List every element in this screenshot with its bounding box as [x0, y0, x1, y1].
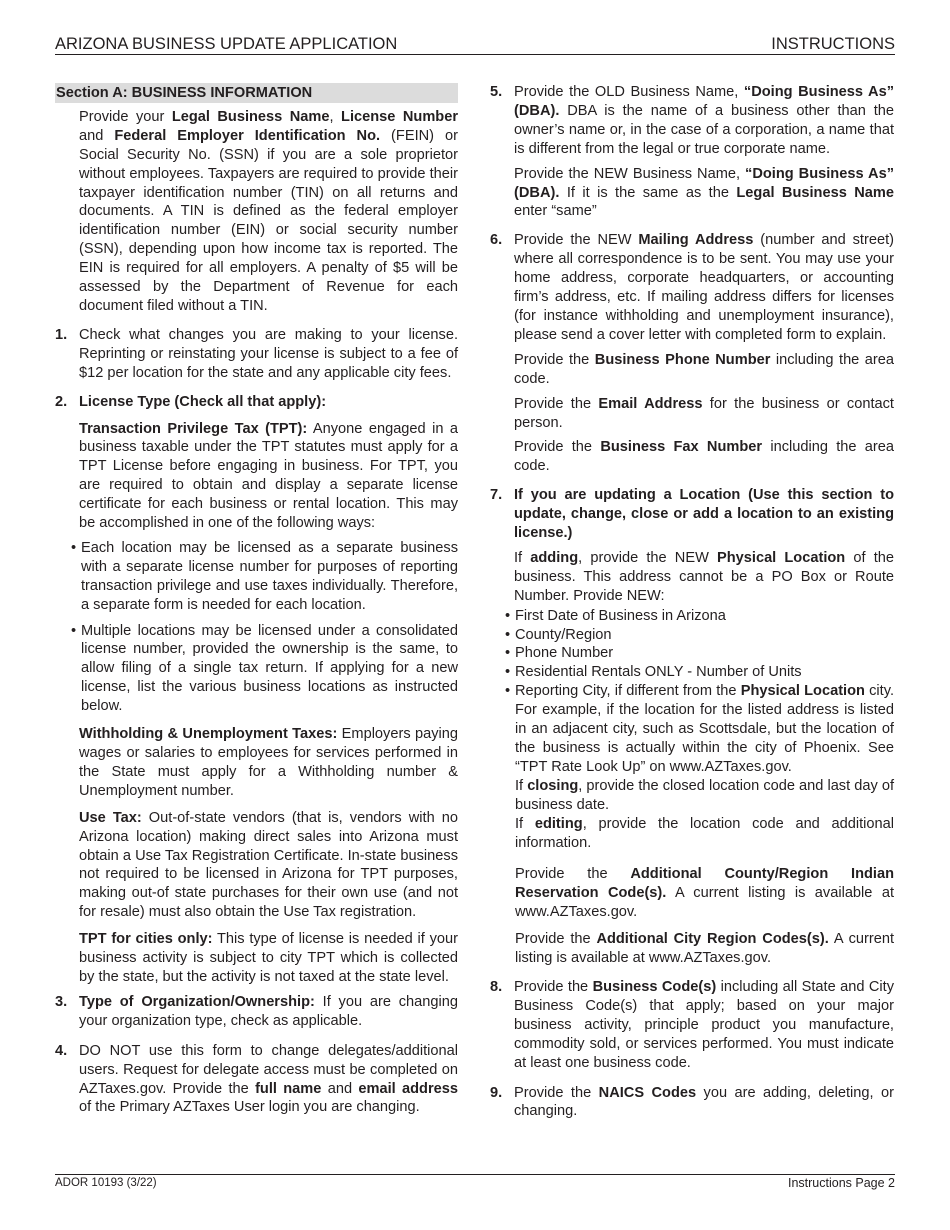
page-header — [55, 34, 895, 55]
location-update-heading: If you are updating a Location (Use this section to update, change, close or add a location to an existing license.) — [514, 487, 894, 542]
location-close-edit — [490, 777, 894, 968]
instruction-item-4: 4. DO NOT use this form to change delegates/additional users. Request for delegate access must be completed on AZTaxes.gov. Provide the full name and email address of the Primary AZTaxes User login you are changing. — [55, 1042, 459, 1116]
right-column — [490, 83, 894, 1128]
left-column — [55, 83, 458, 1124]
location-bullets — [505, 607, 894, 777]
city-region-codes: Provide the Additional City Region Codes(s). A current listing is available at www.AZTaxes.gov. — [515, 931, 895, 967]
header-title: ARIZONA BUSINESS UPDATE APPLICATION — [55, 35, 398, 53]
editing-note: If editing, provide the location code and additional information. — [515, 815, 895, 851]
page-number: Instructions Page 2 — [787, 1176, 895, 1190]
list-item: • Each location may be licensed as a separate business with a separate license number for purposes of reporting transaction privilege and use taxes individually. Therefore, a separate form is needed for each location. — [71, 539, 458, 613]
closing-note: If closing, provide the closed location code and last day of business date. — [515, 777, 894, 813]
instruction-item-1: 1. Check what changes you are making to your license. Reprinting or reinstating your license is subject to a fee of $12 per location for the state and any applicable city fees. — [55, 326, 458, 381]
list-item: • Phone Number — [505, 645, 614, 662]
tpt-paragraph: Transaction Privilege Tax (TPT): Anyone engaged in a business taxable under the TPT statutes must apply for a TPT License before engaging in business. For TPT, you are required to obtain and display a separate license certificate for each business or rental location. This may be accomplished in one of the following ways: — [79, 420, 459, 532]
section-a-heading: Section A: BUSINESS INFORMATION — [55, 83, 458, 103]
header-section-label: INSTRUCTIONS — [771, 35, 895, 53]
list-item: • Multiple locations may be licensed under a consolidated license number, provided the ownership is the same, to allow filing of a single tax return. If applying for a new license, list the various business locations as instructed below. — [71, 622, 458, 715]
list-item: • Residential Rentals ONLY - Number of Units — [505, 664, 802, 681]
license-type-heading: License Type (Check all that apply): — [79, 393, 327, 410]
list-item: • First Date of Business in Arizona — [505, 607, 726, 624]
tpt-cities-paragraph: TPT for cities only: This type of license is needed if your business activity is subject to city TPT which is collected by the state, but the activity is not taxed at the state level. — [79, 931, 458, 985]
indian-reservation-codes: Provide the Additional County/Region Indian Reservation Code(s). A current listing is available at www.AZTaxes.gov. — [515, 866, 894, 921]
instruction-item-2: 2. License Type (Check all that apply): Transaction Privilege Tax (TPT): Anyone engaged in a business taxable under the TPT statutes must apply for a TPT License before engaging in business. For TPT, you are required to obtain and display a separate license certificate for each business or rental location. This may be accomplished in one of the following ways: — [55, 393, 459, 532]
withholding-paragraph: Withholding & Unemployment Taxes: Employers paying wages or salaries to employees for services performed in the State must apply for a Withholding number & Unemployment number. — [79, 726, 458, 799]
instruction-item-7: 7. If you are updating a Location (Use this section to update, change, close or add a location to an existing license.) If adding, provide the NEW Physical Location of the business. This address cannot be a PO Box or Route Number. Provide NEW: — [490, 487, 894, 604]
instruction-item-8: 8. Provide the Business Code(s) including all State and City Business Code(s) that apply; based on your major business activity, principle product you manufacture, commodity sold, or services performed. You must indicate at least one business code. — [490, 978, 894, 1071]
section-a-intro: Provide your Legal Business Name, License Number and Federal Employer Identification No. (FEIN) or Social Security No. (SSN) if you are a sole proprietor without employees. Taxpayers are required to provide their taxpayer identification number (TIN) on all returns and documents. A TIN is defined as the federal employer identification number (EIN) or social security number (SSN), depending upon how income tax is reported. The EIN is required for all employers. A penalty of $5 will be assessed by the Department of Revenue for each document filed without a TIN. — [79, 108, 459, 314]
instruction-item-6: 6. Provide the NEW Mailing Address (number and street) where all correspondence is to be sent. You may use your home address, corporate headquarters, or accounting firm’s address, etc. If mailing address differs for licenses (for instance withholding and unemployment insurance), please send a cover letter with completed form to explain. Provide the Business Phone Number including the area code. Provide the Email Address for the business or contact person. Provide the Business Fax Number including the area code. — [490, 232, 895, 475]
list-item: • Reporting City, if different from the Physical Location city. For example, if the location for the listed address is listed in an adjacent city, such as Scottsdale, but the location of the business is actually within the city of Phoenix. See “TPT Rate Look Up” on www.AZTaxes.gov. — [505, 683, 894, 775]
page-footer — [55, 1174, 895, 1190]
use-tax-paragraph: Use Tax: Out-of-state vendors (that is, vendors with no Arizona location) making direct sales into Arizona must obtain a Use Tax Registration Certificate. In-state business not required to be licensed in Arizona for TPT purposes, making out-of state purchases for their own use (and not for resale) must also obtain the Use Tax registration. — [79, 809, 458, 921]
instruction-item-5: 5. Provide the OLD Business Name, “Doing Business As” (DBA). DBA is the name of a business other than the owner’s name or, in the case of a corporation, a name that is different from the legal or true corporate name. Provide the NEW Business Name, “Doing Business As” (DBA). If it is the same as the Legal Business Name enter “same” — [490, 84, 895, 220]
list-item: • County/Region — [505, 626, 612, 643]
instruction-item-3: 3. Type of Organization/Ownership: If you are changing your organization type, check as applicable. — [55, 993, 458, 1029]
instruction-item-9: 9. Provide the NAICS Codes you are adding, deleting, or changing. — [490, 1084, 894, 1120]
form-number: ADOR 10193 (3/22) — [55, 1177, 157, 1189]
